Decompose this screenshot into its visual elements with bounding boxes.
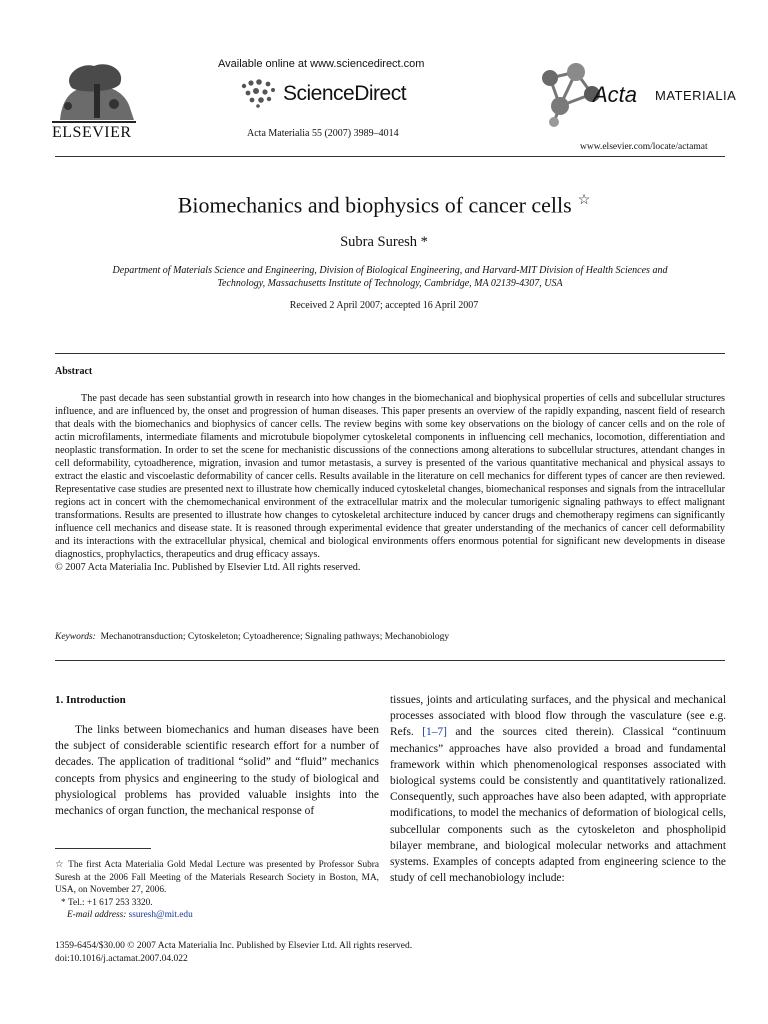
- footer-issn-copyright: 1359-6454/$30.00 © 2007 Acta Materialia Inc. Published by Elsevier Ltd. All rights reserved.: [55, 941, 413, 951]
- sciencedirect-dots-icon: [238, 78, 282, 108]
- email-link[interactable]: ssuresh@mit.edu: [128, 910, 193, 920]
- article-title: Biomechanics and biophysics of cancer cells: [177, 192, 572, 218]
- keywords-label: Keywords:: [55, 632, 96, 642]
- intro-left-column: The links between biomechanics and human diseases have been the subject of considerable scientific research effort for a number of decades. The application of traditional “solid” and “fluid” mechanics concepts from physics and engineering to the study of biological and physiological problems has provided valuable insights into the mechanics of organ function, the mechanical response of: [55, 724, 379, 818]
- footnote-star-text: The first Acta Materialia Gold Medal Lecture was presented by Professor Subra Suresh at the 2006 Fall Meeting of the Materials Research Society in Boston, MA, USA, on November 27, 2006.: [55, 860, 380, 895]
- header-divider: [55, 156, 725, 157]
- available-online-text[interactable]: Available online at www.sciencedirect.com: [218, 58, 425, 70]
- journal-logo-materialia: MATERIALIA: [655, 88, 737, 103]
- footnote-divider: [55, 848, 151, 849]
- reference-link[interactable]: [1–7]: [422, 726, 447, 739]
- journal-citation: Acta Materialia 55 (2007) 3989–4014: [247, 128, 399, 139]
- title-footnote-mark[interactable]: ☆: [577, 193, 591, 208]
- footnote-star: [55, 859, 379, 897]
- section-heading-introduction: 1. Introduction: [55, 694, 126, 706]
- abstract-bottom-divider: [55, 660, 725, 661]
- page-footer: [55, 940, 412, 966]
- affiliation-line-1: Department of Materials Science and Engineering, Division of Biological Engineering, and Harvard-MIT Division of Health Sciences and: [112, 265, 668, 276]
- footer-doi[interactable]: doi:10.1016/j.actamat.2007.04.022: [55, 954, 188, 964]
- abstract-heading: Abstract: [55, 366, 93, 377]
- sciencedirect-logo-text: ScienceDirect: [283, 82, 407, 105]
- intro-right-text-b: and the sources cited therein). Classical “continuum mechanics” approaches have also provided a broad and fundamental framework within which phenomenological responses associated with biological systems could be consistently and quantitatively rationalized. Consequently, such approaches have also been adapted, with appropriate modifications, to model the mechanics of deformation of biological cells, subcellular components such as the cytoskeleton and phospholipid bilayer membrane, and biological molecular networks and attachment systems. Examples of concepts adapted from engineering science to the study of cell mechanobiology include:: [390, 726, 726, 885]
- article-title-block: [0, 192, 768, 218]
- footnotes: [55, 859, 379, 922]
- footnote-email: [55, 909, 379, 922]
- intro-right-text-a: tissues, joints and articulating surfaces, and the physical and mechanical processes associated with blood flow through the vasculature (see e.g. Refs.: [390, 694, 726, 739]
- abstract-top-divider: [55, 353, 725, 354]
- received-dates: Received 2 April 2007; accepted 16 April 2007: [289, 300, 479, 311]
- email-label: E-mail address:: [67, 910, 127, 920]
- intro-right-column: [390, 692, 726, 886]
- abstract-copyright: © 2007 Acta Materialia Inc. Published by Elsevier Ltd. All rights reserved.: [55, 562, 361, 573]
- keywords-list: Mechanotransduction; Cytoskeleton; Cytoadherence; Signaling pathways; Mechanobiology: [100, 632, 450, 642]
- footnote-tel-text: Tel.: +1 617 253 3320.: [67, 897, 153, 908]
- abstract-text: The past decade has seen substantial growth in research into how changes in the biomechanical and biophysical properties of cells and subcellular structures influence, and are influenced by, the onset and progression of human diseases. This paper presents an overview of the rapidly expanding, nascent field of research that deals with the biomechanics and biophysics of cancer cells. The review begins with some key observations on the biology of cancer cells and on the role of actin microfilaments, intermediate filaments and microtubule biopolymer cytoskeletal components in influencing cell mechanics, locomotion, differentiation and neoplastic transformation. In order to set the scene for mechanistic discussions of the connections among alterations to subcellular structures, attendant changes in cell deformability, cytoadherence, migration, invasion and tumor metastasis, a survey is presented of the various quantitative mechanical and physical assays to extract the elastic and viscoelastic deformability of cancer cells. Results available in the literature on cell mechanics for different types of cancer are then reviewed. Representative case studies are presented next to illustrate how chemically induced cytoskeletal changes, biomechanical responses and signals from the intracellular regions act in concert with the chemomechanical environment of the extracellular matrix and the molecular tumorigenic signaling pathways to effect malignant transformations. Results are presented to illustrate how changes to cytoskeletal architecture induced by cancer drugs and chemotherapy regimens can significantly influence cell mechanics and disease state. It is reasoned through experimental evidence that greater understanding of the mechanics of cancer cell deformability and its interactions with the extracellular physical, chemical and biological environments offers enormous potential for significant new developments in disease diagnostics, prophylactics, therapeutics and drug efficacy assays.: [55, 393, 725, 560]
- author-name: Subra Suresh *: [340, 234, 428, 250]
- abstract-body: [55, 392, 725, 574]
- author-affiliation: [80, 264, 700, 290]
- footnote-star-mark: ☆: [55, 860, 65, 870]
- footnote-tel-mark: *: [61, 897, 66, 908]
- keywords-line: [55, 632, 449, 642]
- affiliation-line-2: Technology, Massachusetts Institute of Technology, Cambridge, MA 02139-4307, USA: [217, 278, 563, 289]
- footnote-tel: [55, 897, 379, 910]
- journal-url-link[interactable]: www.elsevier.com/locate/actamat: [580, 142, 708, 152]
- journal-logo-acta: Acta: [593, 82, 638, 107]
- publisher-name: ELSEVIER: [52, 124, 132, 141]
